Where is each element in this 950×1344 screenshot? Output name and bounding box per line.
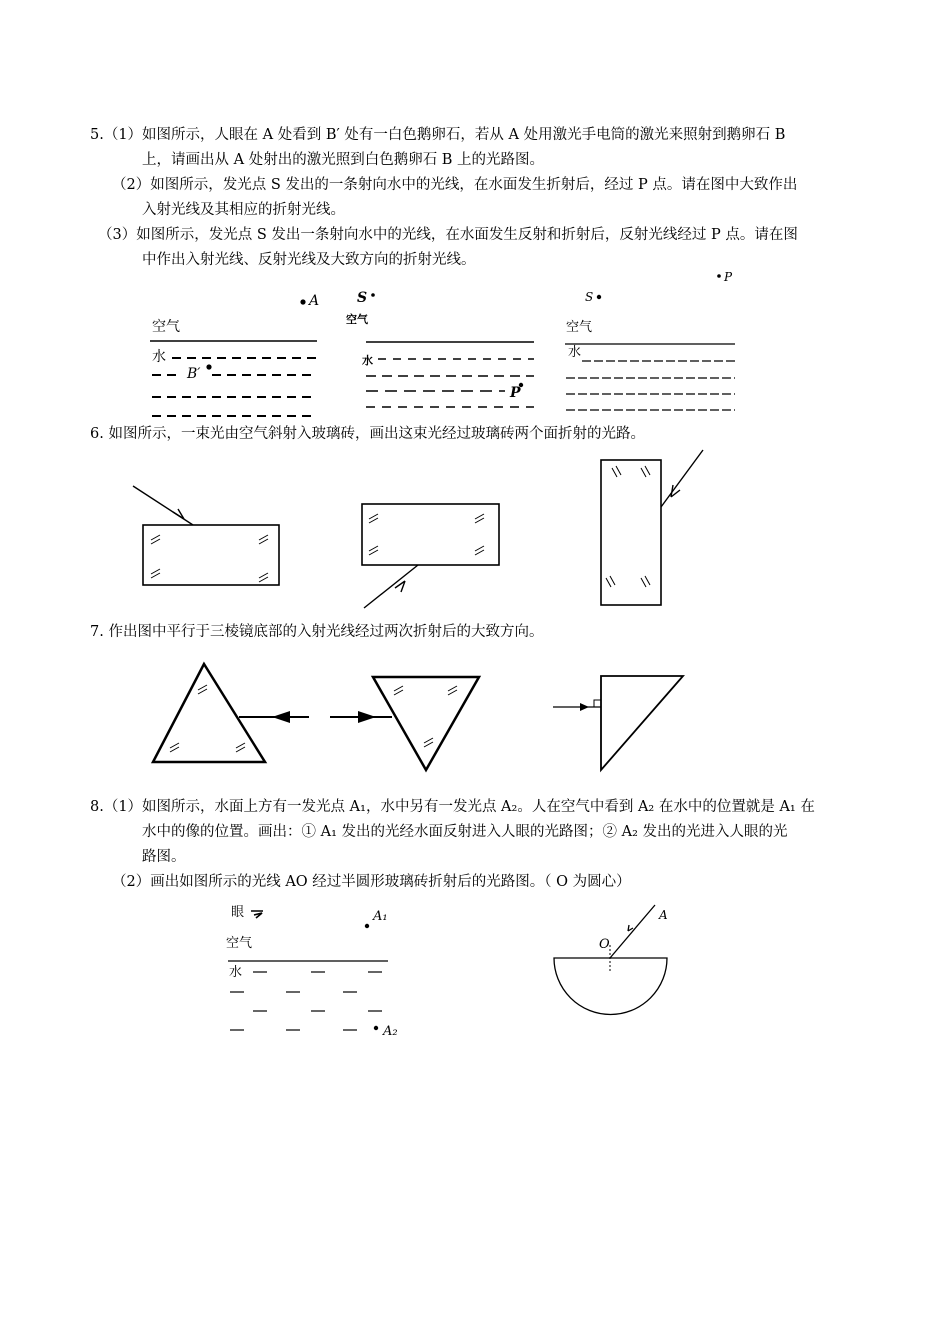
q5-part1-line1: 5.（1）如图所示，人眼在 A 处看到 B′ 处有一白色鹅卵石，若从 A 处用激光手电筒的激光来照射到鹅卵石 B — [90, 127, 786, 143]
eye-icon — [251, 911, 263, 918]
fig1-label-water: 水 — [152, 349, 166, 365]
fig-water-label-eye: 眼 — [231, 905, 245, 920]
q5-part3-line1: （3）如图所示，发光点 S 发出一条射向水中的光线，在水面发生反射和折射后，反射光线经过 P 点。请在图 — [98, 227, 798, 243]
fig-water-label-a2: A₂ — [383, 1024, 398, 1039]
fig2-label-p: P — [510, 385, 521, 401]
point-a1-dot — [365, 924, 369, 928]
q7-text: 7. 作出图中平行于三棱镜底部的入射光线经过两次折射后的大致方向。 — [90, 624, 544, 640]
fig2-label-water: 水 — [362, 354, 373, 367]
fig-semi-label-o: O — [599, 937, 610, 952]
fig-water-label-water: 水 — [229, 965, 243, 980]
point-a2-dot — [374, 1026, 378, 1030]
q8-part2-line1: （2）画出如图所示的光线 AO 经过半圆形玻璃砖折射后的光路图。（ O 为圆心） — [112, 874, 631, 890]
q6-text: 6. 如图所示，一束光由空气斜射入玻璃砖，画出这束光经过玻璃砖两个面折射的光路。 — [90, 426, 645, 442]
fig3-label-s: S — [585, 290, 594, 304]
q8-water-figure — [228, 911, 388, 1030]
q8-part1-line1: 8.（1）如图所示，水面上方有一发光点 A₁，水中另有一发光点 A₂。人在空气中看到 A₂ 在水中的位置就是 A₁ 在 — [90, 799, 815, 815]
incident-ray — [610, 905, 655, 958]
fig2-label-s: S — [357, 290, 368, 306]
q8-part1-line2: 水中的像的位置。画出：① A₁ 发出的光经水面反射进入人眼的光路图；② A₂ 发出的光进入人眼的光 — [142, 824, 788, 840]
fig-semi-label-a: A — [659, 908, 668, 922]
fig3-label-water: 水 — [568, 345, 582, 360]
fig-water-label-a1: A₁ — [373, 909, 388, 924]
fig1-label-air: 空气 — [152, 319, 180, 335]
fig3-label-p: P — [724, 270, 733, 284]
fig2-label-air: 空气 — [346, 313, 368, 326]
q5-part2-line2: 入射光线及其相应的折射光线。 — [142, 202, 345, 218]
q8-semicircle-figure — [554, 905, 667, 1014]
q5-part1-line2: 上，请画出从 A 处射出的激光照到白色鹅卵石 B 上的光路图。 — [142, 152, 545, 168]
q5-part3-line2: 中作出入射光线、反射光线及大致方向的折射光线。 — [142, 252, 476, 268]
fig1-label-b-prime: B′ — [187, 366, 201, 382]
fig1-label-a: A — [309, 293, 320, 309]
q5-part2-line1: （2）如图所示，发光点 S 发出的一条射向水中的光线，在水面发生折射后，经过 P 点。请在图中大致作出 — [112, 177, 798, 193]
q8-part1-line3: 路图。 — [142, 849, 186, 865]
fig-water-label-air: 空气 — [226, 936, 253, 951]
fig3-label-air: 空气 — [566, 320, 593, 335]
